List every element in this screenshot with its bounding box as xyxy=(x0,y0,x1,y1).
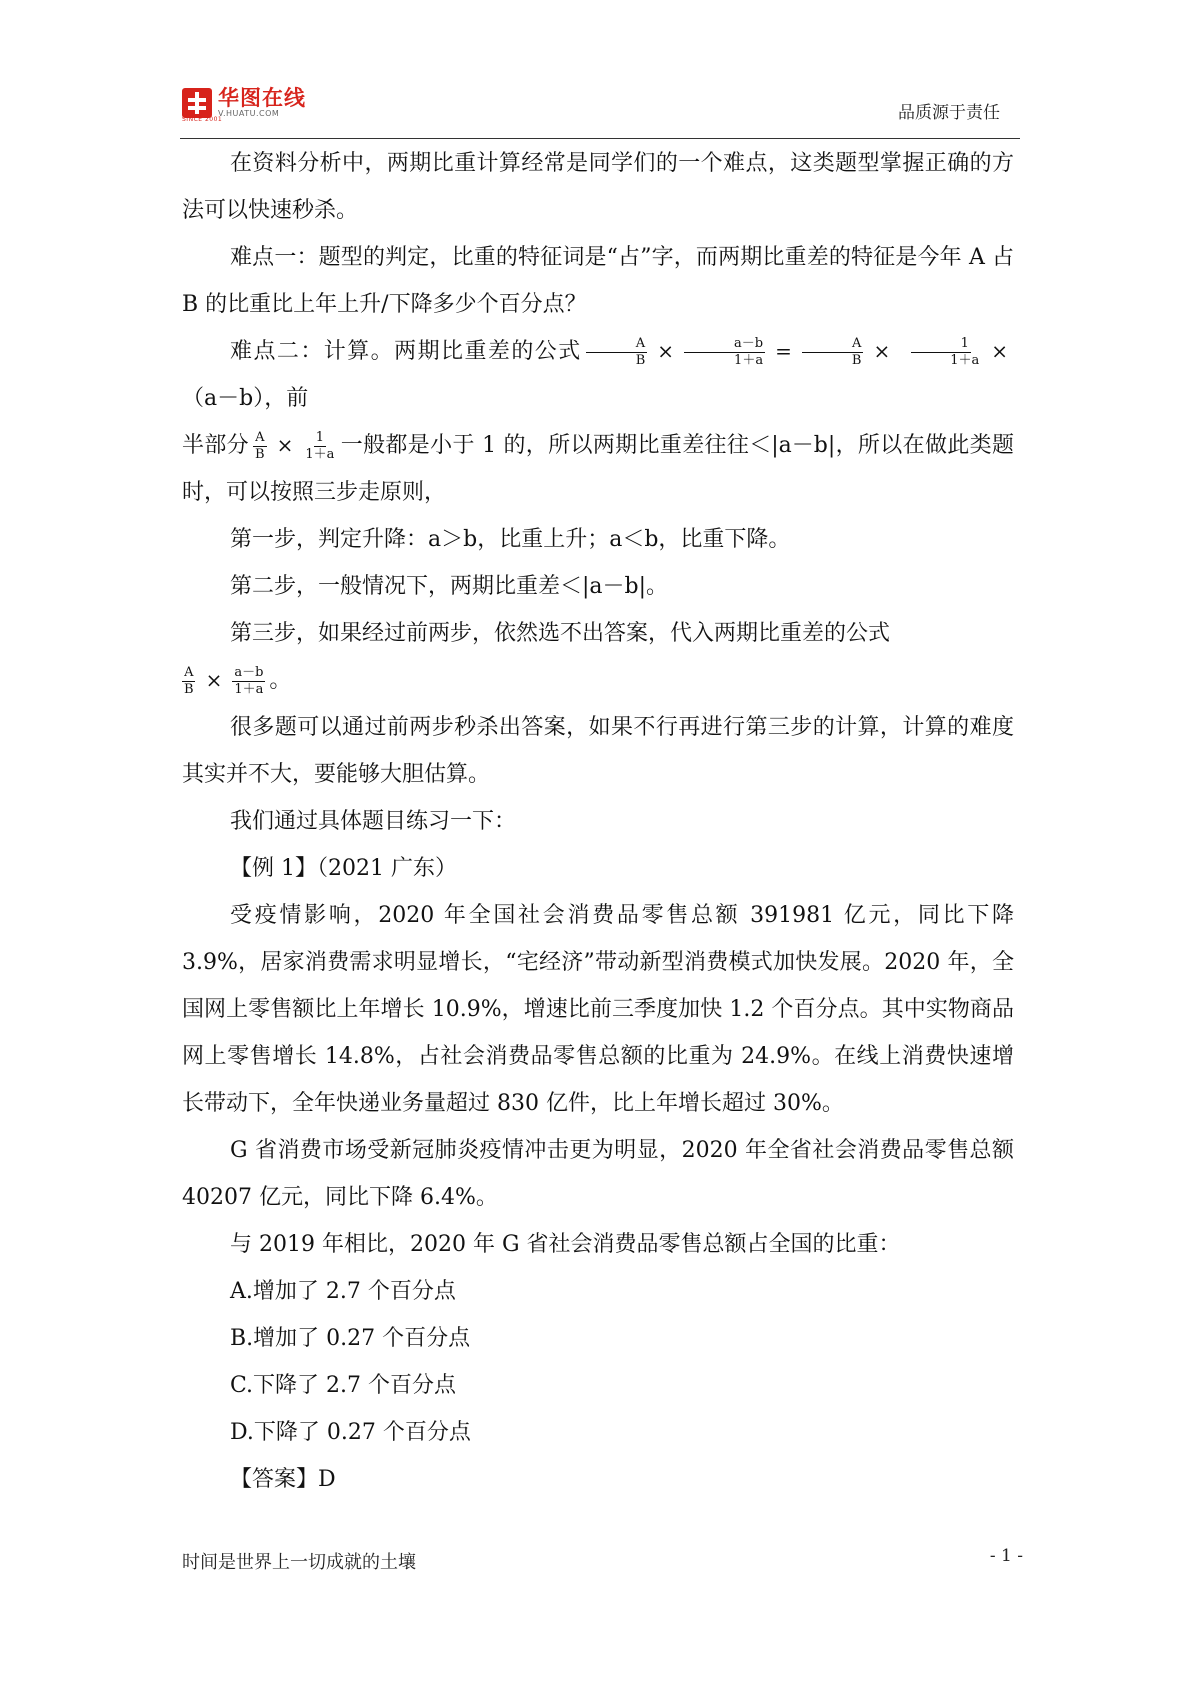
paragraph-difficulty-two: 难点二：计算。两期比重差的公式 $\frac{A}{B}$ × $\frac{a-b}{1+a}$ = $\frac{A}{B}$ × $\frac{1}{1+a}$ ×（a－b），前 xyxy=(182,335,1008,411)
paragraph-difficulty-one: 难点一：题型的判定，比重的特征词是“占”字，而两期比重差的特征是今年 A 占 B 的比重比上年上升/下降多少个百分点？ xyxy=(182,245,1014,317)
paragraph-intro: 在资料分析中，两期比重计算经常是同学们的一个难点，这类题型掌握正确的方法可以快速秒杀。 xyxy=(182,151,1014,223)
option-d: D.下降了 0.27 个百分点 xyxy=(230,1420,471,1445)
logo-url: V.HUATU.COM xyxy=(218,109,280,118)
document-body xyxy=(182,140,1014,1503)
logo-since: SINCE 2001 xyxy=(182,116,223,123)
huatu-logo xyxy=(182,86,306,120)
question-material-2: G 省消费市场受新冠肺炎疫情冲击更为明显，2020 年全省社会消费品零售总额 40207 亿元，同比下降 6.4%。 xyxy=(182,1138,1014,1210)
option-a: A.增加了 2.7 个百分点 xyxy=(230,1279,456,1304)
footer-motto: 时间是世界上一切成就的土壤 xyxy=(182,1552,416,1573)
page-header xyxy=(182,80,1020,138)
step-one: 第一步，判定升降：a＞b，比重上升；a＜b，比重下降。 xyxy=(230,527,791,552)
step-three-formula: $\frac{A}{B}$ × $\frac{a-b}{1+a}$ 。 xyxy=(184,664,292,697)
fraction-a-over-b-2: $\frac{A}{B}$ xyxy=(802,336,864,369)
paragraph-first-half: 半部分 $\frac{A}{B}$ × $\frac{1}{1+a}$ 一般都是小于 1 的，所以两期比重差往往＜|a－b|，所以在做此类题时，可以按照三步走原则， xyxy=(182,429,1014,505)
fraction-a-over-b-3: $\frac{A}{B}$ xyxy=(255,429,265,462)
huatu-logo-icon xyxy=(182,88,212,118)
option-c: C.下降了 2.7 个百分点 xyxy=(230,1373,457,1398)
step-three: 第三步，如果经过前两步，依然选不出答案，代入两期比重差的公式 xyxy=(230,621,891,646)
paragraph-summary: 很多题可以通过前两步秒杀出答案，如果不行再进行第三步的计算，计算的难度其实并不大，要能够大胆估算。 xyxy=(182,715,1014,787)
header-divider xyxy=(180,138,1020,139)
step-two: 第二步，一般情况下，两期比重差＜|a－b|。 xyxy=(230,574,669,599)
page-number: - 1 - xyxy=(989,1546,1023,1566)
paragraph-practice: 我们通过具体题目练习一下： xyxy=(230,809,517,834)
header-slogan: 品质源于责任 xyxy=(898,103,1000,123)
fraction-1-over-1pa: $\frac{1}{1+a}$ xyxy=(900,336,981,369)
question-stem: 与 2019 年相比，2020 年 G 省社会消费品零售总额占全国的比重： xyxy=(230,1232,901,1257)
logo-name: 华图在线 xyxy=(218,86,306,110)
fraction-a-over-b: $\frac{A}{B}$ xyxy=(586,336,648,369)
fraction-1-over-1pa-2: $\frac{1}{1+a}$ xyxy=(305,429,335,462)
fraction-amb-over-1pa: $\frac{a-b}{1+a}$ xyxy=(684,336,765,369)
option-b: B.增加了 0.27 个百分点 xyxy=(230,1326,471,1351)
answer: 【答案】D xyxy=(230,1467,336,1492)
question-material-1: 受疫情影响，2020 年全国社会消费品零售总额 391981 亿元，同比下降 3.9%，居家消费需求明显增长，“宅经济”带动新型消费模式加快发展。2020 年，全国网上零售额比上年增长 10.9%，增速比前三季度加快 1.2 个百分点。其中实物商品网上零售增长 14.8%，占社会消费品零售总额的比重为 24.9%。在线上消费快速增长带动下，全年快递业务量超过 830 亿件，比上年增长超过 30%。 xyxy=(182,903,1014,1116)
example-title: 【例 1】（2021 广东） xyxy=(230,856,457,881)
